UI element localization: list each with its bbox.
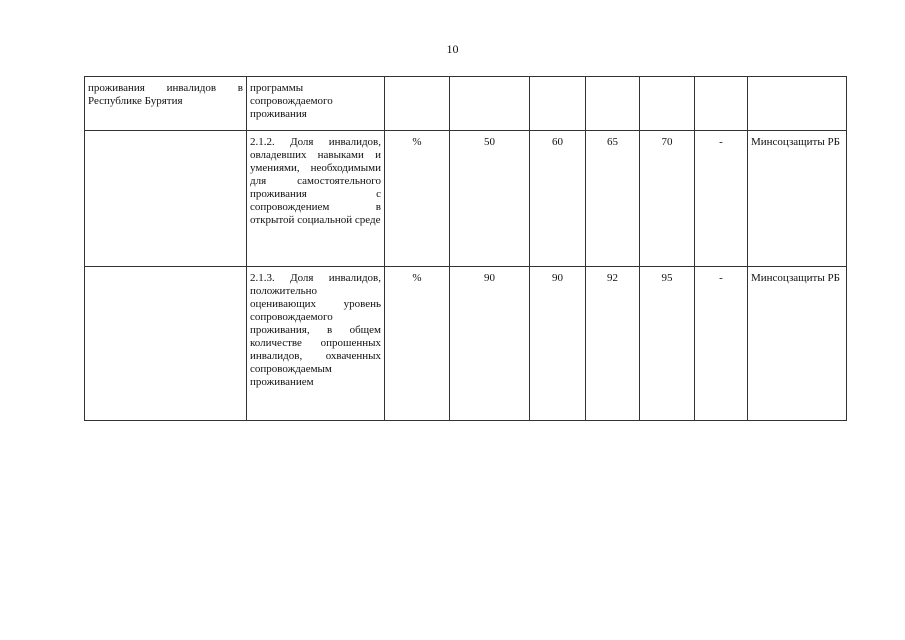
goal-cell: [85, 131, 247, 267]
value-cell-5: -: [695, 131, 748, 267]
responsible-cell: Минсоцзащиты РБ: [748, 267, 847, 421]
value-cell-4: 70: [640, 131, 695, 267]
value-cell-2: 60: [530, 131, 586, 267]
responsible-cell: [748, 77, 847, 131]
indicator-cell: 2.1.2. Доля инвалидов, овладевших навыками и умениями, необходимыми для самостоятельного проживания с сопровождением в открытой социальной среде: [247, 131, 385, 267]
table-row: [85, 77, 847, 131]
indicator-cell: программы сопровождаемого проживания: [247, 77, 385, 131]
value-cell-1: [450, 77, 530, 131]
value-cell-5: -: [695, 267, 748, 421]
value-cell-2: 90: [530, 267, 586, 421]
page-number: 10: [446, 42, 459, 56]
indicator-cell: 2.1.3. Доля инвалидов, положительно оценивающих уровень сопровождаемого проживания, в общем количестве опрошенных инвалидов, охваченных сопровождаемым проживанием: [247, 267, 385, 421]
unit-cell: [385, 77, 450, 131]
value-cell-3: 65: [586, 131, 640, 267]
goal-cell: [85, 267, 247, 421]
value-cell-5: [695, 77, 748, 131]
table-row: [85, 131, 847, 267]
indicators-table: [84, 76, 847, 421]
responsible-cell: Минсоцзащиты РБ: [748, 131, 847, 267]
value-cell-4: [640, 77, 695, 131]
value-cell-4: 95: [640, 267, 695, 421]
value-cell-1: 50: [450, 131, 530, 267]
unit-cell: %: [385, 131, 450, 267]
value-cell-1: 90: [450, 267, 530, 421]
value-cell-3: [586, 77, 640, 131]
table-row: [85, 267, 847, 421]
goal-cell: проживания инвалидов в Республике Бурятия: [85, 77, 247, 131]
value-cell-3: 92: [586, 267, 640, 421]
value-cell-2: [530, 77, 586, 131]
unit-cell: %: [385, 267, 450, 421]
